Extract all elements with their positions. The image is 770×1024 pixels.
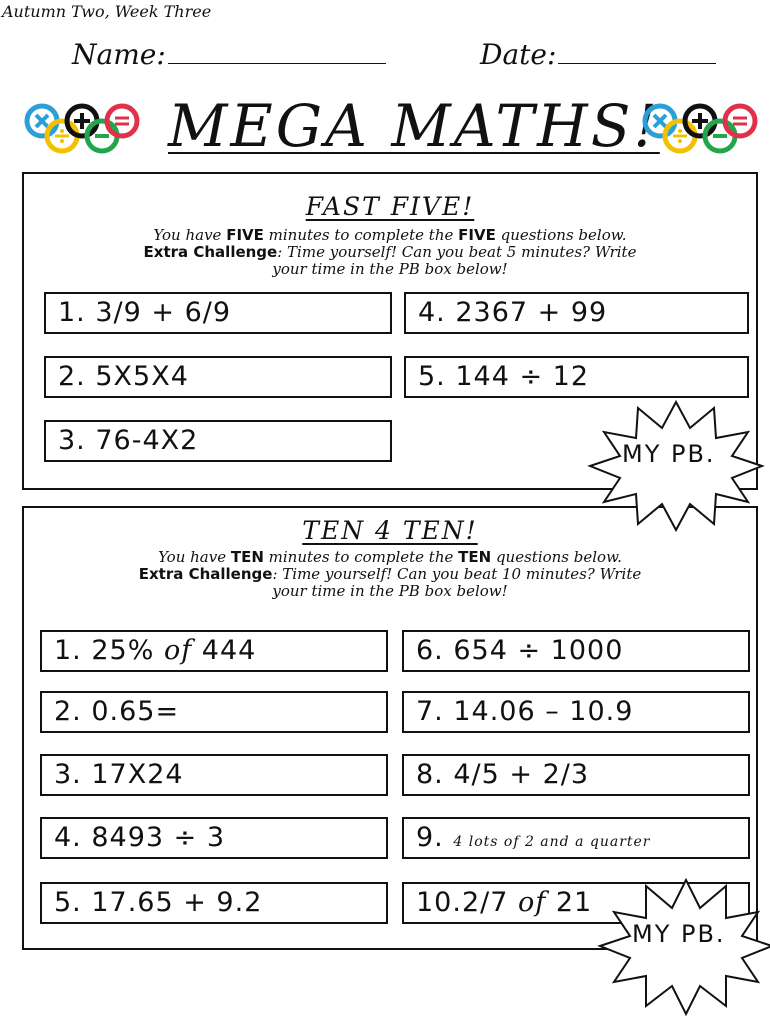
instructions-line-1 — [24, 228, 756, 243]
question-text: 21 — [546, 887, 593, 918]
question-text: 444 — [192, 635, 257, 666]
question-box-2[interactable]: 2. 5X5X4 — [44, 356, 392, 398]
question-box-3[interactable]: 3. 17X24 — [40, 754, 388, 796]
question-box-2[interactable]: 2. 0.65= — [40, 691, 388, 733]
name-label: Name: — [72, 38, 166, 71]
question-box-3[interactable]: 3. 76-4X2 — [44, 420, 392, 462]
instr-text: questions below. — [495, 226, 627, 244]
question-box-6[interactable]: 6. 654 ÷ 1000 — [402, 630, 750, 672]
instr-text: minutes to complete the — [263, 226, 459, 244]
name-field — [72, 38, 386, 71]
question-text: 1. 25% — [54, 635, 164, 666]
term-label: Autumn Two, Week Three — [2, 2, 212, 21]
instr-text: You have — [158, 548, 231, 566]
instr-text: : Time yourself! Can you beat 10 minutes? Write — [272, 565, 642, 583]
question-box-5[interactable]: 5. 144 ÷ 12 — [404, 356, 749, 398]
maths-rings-logo-right — [640, 103, 762, 155]
date-field — [480, 38, 716, 71]
instr-text: : Time yourself! Can you beat 5 minutes? Write — [277, 243, 637, 261]
extra-challenge-label: Extra Challenge — [143, 243, 278, 261]
equals-icon — [107, 106, 137, 136]
page-title: MEGA MATHS! — [168, 92, 660, 160]
date-blank-line[interactable] — [558, 63, 716, 64]
multiply-icon — [645, 106, 675, 136]
add-icon — [685, 106, 715, 136]
instr-bold: FIVE — [458, 226, 496, 244]
multiply-icon — [27, 106, 57, 136]
instructions-line-2 — [24, 567, 756, 582]
question-text: 4 lots of 2 and a quarter — [453, 834, 651, 850]
question-box-7[interactable]: 7. 14.06 – 10.9 — [402, 691, 750, 733]
question-text: 10.2/7 — [416, 887, 518, 918]
date-label: Date: — [480, 38, 557, 71]
question-box-8[interactable]: 8. 4/5 + 2/3 — [402, 754, 750, 796]
question-box-5[interactable]: 5. 17.65 + 9.2 — [40, 882, 388, 924]
pb-label: MY PB. — [622, 440, 716, 468]
of-word: of — [163, 635, 193, 666]
instructions-line-1 — [24, 550, 756, 565]
question-box-4[interactable]: 4. 2367 + 99 — [404, 292, 749, 334]
section-title: FAST FIVE! — [305, 192, 475, 221]
subtract-icon — [705, 121, 735, 151]
of-word: of — [517, 887, 547, 918]
divide-icon — [47, 121, 77, 151]
instructions-line-3: your time in the PB box below! — [272, 582, 508, 600]
subtract-icon — [87, 121, 117, 151]
section-title: TEN 4 TEN! — [302, 516, 478, 545]
instr-text: minutes to complete the — [263, 548, 459, 566]
add-icon — [67, 106, 97, 136]
instr-bold: TEN — [230, 548, 264, 566]
instr-text: You have — [153, 226, 227, 244]
divide-icon — [665, 121, 695, 151]
instr-bold: TEN — [458, 548, 492, 566]
maths-rings-logo-left — [22, 103, 144, 155]
extra-challenge-label: Extra Challenge — [138, 565, 273, 583]
instructions-line-3: your time in the PB box below! — [272, 260, 508, 278]
question-box-1[interactable]: 1. 3/9 + 6/9 — [44, 292, 392, 334]
question-box-1[interactable] — [40, 630, 388, 672]
equals-icon — [725, 106, 755, 136]
question-box-4[interactable]: 4. 8493 ÷ 3 — [40, 817, 388, 859]
instr-bold: FIVE — [226, 226, 264, 244]
name-blank-line[interactable] — [168, 63, 386, 64]
instructions-line-2 — [24, 245, 756, 260]
pb-label: MY PB. — [632, 920, 726, 948]
question-box-9[interactable] — [402, 817, 750, 859]
instr-text: questions below. — [491, 548, 622, 566]
question-number: 9. — [416, 822, 444, 853]
